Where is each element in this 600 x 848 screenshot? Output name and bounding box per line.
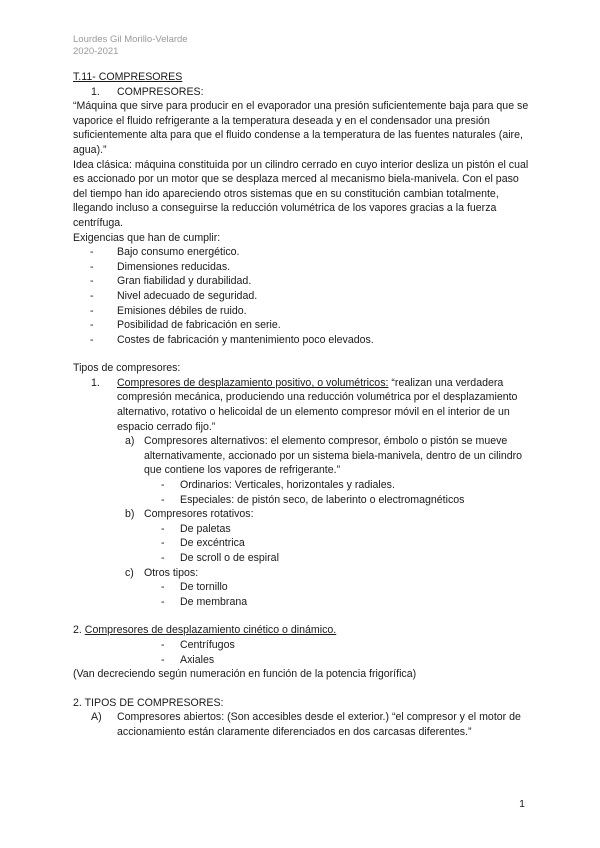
list-item — [73, 260, 533, 275]
list-item — [73, 638, 533, 653]
dash-bullet: - — [161, 552, 165, 564]
definition-paragraph: “Máquina que sirve para producir en el evaporador una presión suficientemente baja para que se vaporice el fluido refrigerante a la temperatura deseada y en el condensador una presión suficientemente alta para que el fluido condense a la temperatura de las fuentes naturales (aire, agua).” — [73, 100, 529, 156]
section1-number: 1. — [91, 85, 100, 98]
type1-a-list — [73, 478, 533, 507]
requirements-list — [73, 245, 533, 347]
list-item-text: De membrana — [180, 595, 248, 608]
dash-bullet: - — [90, 246, 94, 259]
list-item — [73, 318, 533, 333]
type1-b-label: b) — [125, 508, 135, 521]
type2-number: 2. — [73, 624, 82, 637]
document-title: T.11- COMPRESORES — [73, 71, 183, 83]
type1-b-list — [73, 522, 533, 566]
list-item — [73, 478, 533, 493]
document-body — [73, 70, 533, 740]
list-item-text: Especiales: de pistón seco, de laberinto o electromagnéticos — [180, 493, 465, 506]
list-item-text: Posibilidad de fabricación en serie. — [117, 319, 281, 332]
academic-year: 2020-2021 — [73, 46, 119, 57]
type1-a-label: a) — [125, 435, 135, 448]
type2-list — [73, 638, 533, 667]
dash-bullet: - — [161, 522, 165, 535]
dash-bullet: - — [161, 479, 165, 492]
author-name: Lourdes Gil Morillo-Velarde — [73, 34, 188, 45]
type1-c-text: Otros tipos: — [144, 566, 199, 579]
list-item — [73, 595, 533, 610]
dash-bullet: - — [90, 275, 94, 288]
type1-name: Compresores de desplazamiento positivo, o volumétricos: — [117, 376, 389, 389]
type1-c — [73, 566, 533, 581]
list-item — [73, 274, 533, 289]
type2-name: Compresores de desplazamiento cinético o dinámico. — [84, 624, 337, 637]
page-header — [73, 34, 188, 58]
list-item-text: Emisiones débiles de ruido. — [117, 304, 247, 317]
dash-bullet: - — [161, 493, 165, 506]
list-item — [73, 333, 533, 348]
dash-bullet: - — [161, 581, 165, 594]
section2-a-label: A) — [91, 711, 102, 724]
page-number: 1 — [519, 798, 525, 810]
list-item-text: Bajo consumo energético. — [117, 246, 240, 259]
list-item — [73, 493, 533, 508]
list-item — [73, 536, 533, 551]
list-item — [73, 245, 533, 260]
type1-item — [73, 376, 533, 434]
dash-bullet: - — [161, 638, 165, 651]
list-item-text: Dimensiones reducidas. — [117, 260, 231, 273]
section2-a — [73, 710, 533, 739]
list-item-text: Costes de fabricación y mantenimiento poco elevados. — [117, 333, 374, 346]
list-item-text: Centrífugos — [180, 638, 235, 651]
type1-a — [73, 434, 533, 478]
dash-bullet: - — [90, 333, 94, 346]
dash-bullet: - — [90, 260, 94, 273]
list-item-text: De scroll o de espiral — [180, 552, 279, 564]
list-item — [73, 653, 533, 668]
section2-heading: 2. TIPOS DE COMPRESORES: — [73, 696, 224, 709]
section1-heading-text: COMPRESORES: — [117, 85, 204, 98]
list-item — [73, 580, 533, 595]
list-item-text: De paletas — [180, 522, 231, 535]
type1-number: 1. — [91, 376, 100, 389]
list-item — [73, 522, 533, 537]
dash-bullet: - — [90, 319, 94, 332]
type1-b — [73, 507, 533, 522]
dash-bullet: - — [161, 595, 165, 608]
section1-heading — [73, 85, 533, 100]
list-item-text: De excéntrica — [180, 537, 245, 550]
type1-b-text: Compresores rotativos: — [144, 508, 254, 521]
type1-desc: “realizan una verdadera compresión mecánica, produciendo una reducción volumétrica por el desplazamiento alternativo, rotativo o helicoidal de un elemento compresor móvil en el interior de un espacio cerrado fijo.” — [117, 376, 518, 433]
dash-bullet: - — [161, 537, 165, 550]
type2-note: (Van decreciendo según numeración en función de la potencia frigorífica) — [73, 668, 417, 681]
list-item — [73, 304, 533, 319]
section2-a-text: Compresores abiertos: (Son accesibles desde el exterior.) “el compresor y el motor de accionamiento están claramente diferenciados en dos carcasas diferentes.” — [117, 711, 521, 738]
list-item — [73, 289, 533, 304]
dash-bullet: - — [161, 653, 165, 666]
types-heading: Tipos de compresores: — [73, 362, 181, 375]
dash-bullet: - — [90, 304, 94, 317]
type1-c-list — [73, 580, 533, 609]
list-item-text: De tornillo — [180, 581, 228, 594]
list-item — [73, 551, 533, 566]
dash-bullet: - — [90, 289, 94, 302]
classic-idea-paragraph: Idea clásica: máquina constituida por un cilindro cerrado en cuyo interior desliza un pistón el cual es accionado por un motor que se desplaza merced al mecanismo biela-manivela. Con el paso del tiempo han ido apareciendo otros sistemas que en su constitución cambian totalmente, llegando incluso a conseguirse la reducción volumétrica de los vapores gracias a la fuerza centrífuga. — [73, 158, 529, 229]
requirements-heading: Exigencias que han de cumplir: — [73, 231, 221, 244]
list-item-text: Axiales — [180, 653, 215, 666]
list-item-text: Nivel adecuado de seguridad. — [117, 289, 258, 302]
list-item-text: Gran fiabilidad y durabilidad. — [117, 275, 252, 288]
type2-item — [73, 623, 533, 638]
type1-a-text: Compresores alternativos: el elemento compresor, émbolo o pistón se mueve alternativamente, accionado por un sistema biela-manivela, dentro de un cilindro que contiene los vapores de refrigerante.” — [144, 435, 523, 477]
list-item-text: Ordinarios: Verticales, horizontales y radiales. — [180, 479, 395, 492]
type1-c-label: c) — [125, 566, 134, 579]
